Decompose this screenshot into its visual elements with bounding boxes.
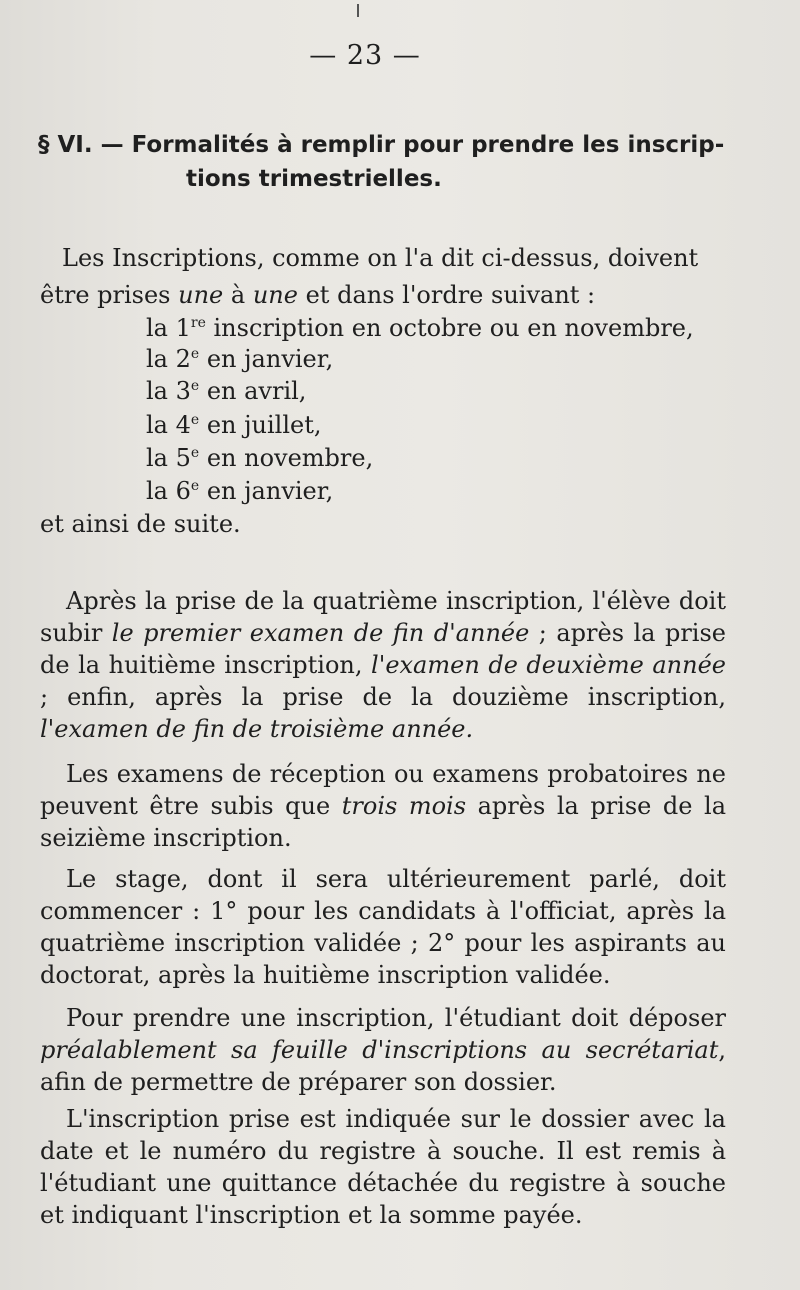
deposit-text: Pour prendre une inscription, l'étudiant doit déposer bbox=[66, 1004, 726, 1032]
schedule-item-text: inscription en octobre ou en novembre, bbox=[205, 314, 694, 342]
schedule-item bbox=[146, 313, 694, 343]
schedule-item-text: en novembre, bbox=[199, 444, 374, 472]
section-heading-line2: tions trimestrielles. bbox=[186, 166, 442, 192]
schedule-item-sup: re bbox=[190, 315, 206, 331]
schedule-item-sup: e bbox=[190, 378, 200, 394]
schedule-item-text: en avril, bbox=[199, 377, 307, 405]
intro-text-a: être prises bbox=[40, 281, 179, 309]
deposit-emphasis: préalablement sa feuille d'inscriptions au secrétariat bbox=[40, 1036, 719, 1064]
page-number: — 23 — bbox=[309, 40, 421, 71]
schedule-item bbox=[146, 443, 373, 473]
intro-text-c: et dans l'ordre suivant : bbox=[297, 281, 596, 309]
intro-text-b: à bbox=[223, 281, 253, 309]
schedule-item bbox=[146, 376, 306, 406]
deposit-paragraph bbox=[40, 1002, 726, 1098]
intro-emphasis-2: une bbox=[252, 281, 298, 309]
schedule-end: et ainsi de suite. bbox=[40, 510, 241, 538]
reception-emphasis: trois mois bbox=[341, 792, 467, 820]
schedule-item-text: la 1 bbox=[146, 314, 191, 342]
ink-speck bbox=[357, 4, 359, 17]
exam-emphasis: l'examen de deuxième année bbox=[371, 651, 726, 679]
exam-text: ; enfin, après la prise de la douzième inscription, bbox=[40, 683, 726, 711]
schedule-item-sup: e bbox=[190, 445, 200, 461]
receipt-paragraph: L'inscription prise est indiquée sur le dossier avec la date et le numéro du registre à souche. Il est remis à l'étudiant une quittance détachée du registre à souche et indiquant l'inscription et la somme payée. bbox=[40, 1105, 726, 1229]
schedule-item-text: la 6 bbox=[146, 477, 191, 505]
exam-text: Après la prise de la quatrième inscription, l'élève doit subir bbox=[40, 587, 726, 647]
exam-emphasis: l'examen de fin de troisième année. bbox=[40, 715, 474, 743]
schedule-item-sup: e bbox=[190, 478, 200, 494]
schedule-item-sup: e bbox=[190, 346, 200, 362]
deposit-text: , afin de permettre de préparer son dossier. bbox=[40, 1036, 726, 1096]
exam-emphasis: le premier examen de fin d'année bbox=[111, 619, 530, 647]
section-heading-line1: § VI. — Formalités à remplir pour prendre les inscrip- bbox=[38, 132, 725, 158]
section-heading bbox=[38, 128, 728, 196]
schedule-item-text: la 5 bbox=[146, 444, 191, 472]
exam-paragraph bbox=[40, 585, 726, 745]
schedule-item bbox=[146, 410, 322, 440]
schedule-item-sup: e bbox=[190, 412, 200, 428]
reception-paragraph bbox=[40, 758, 726, 854]
schedule-item bbox=[146, 476, 333, 506]
schedule-item-text: en juillet, bbox=[199, 411, 322, 439]
schedule-item-text: la 2 bbox=[146, 345, 191, 373]
reception-text: après la prise de la seizième inscription. bbox=[40, 792, 727, 852]
exam-text: ; après la prise de la huitième inscription, bbox=[40, 619, 727, 679]
intro-line-2 bbox=[40, 280, 595, 310]
schedule-item-text: en janvier, bbox=[199, 345, 334, 373]
stage-paragraph: Le stage, dont il sera ultérieurement parlé, doit commencer : 1° pour les candidats à l'officiat, après la quatrième inscription validée ; 2° pour les aspirants au doctorat, après la huitième inscription validée. bbox=[40, 865, 726, 989]
schedule-item-text: la 4 bbox=[146, 411, 191, 439]
intro-emphasis-1: une bbox=[178, 281, 224, 309]
schedule-item-text: la 3 bbox=[146, 377, 191, 405]
schedule-item bbox=[146, 344, 333, 374]
intro-line-1: Les Inscriptions, comme on l'a dit ci-dessus, doivent bbox=[62, 244, 699, 272]
schedule-item-text: en janvier, bbox=[199, 477, 334, 505]
reception-text: Les examens de réception ou examens probatoires ne peuvent être subis que bbox=[40, 760, 726, 820]
